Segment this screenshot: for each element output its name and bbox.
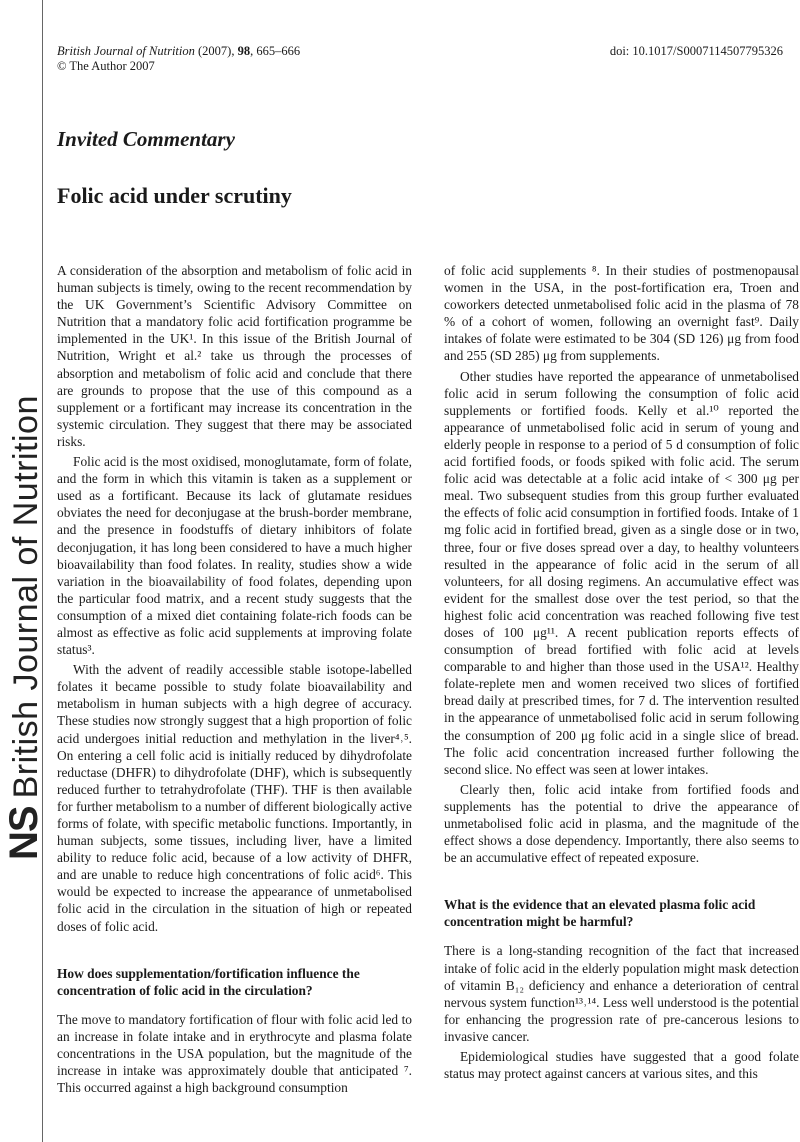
paragraph: Epidemiological studies have suggested that a good folate status may protect against cancers at various sites, and this <box>444 1049 799 1082</box>
ns-logo: NS <box>2 806 46 860</box>
paragraph: Other studies have reported the appearance of unmetabolised folic acid in serum following the consumption of folic acid supplements or fortified foods. Kelly et al.¹⁰ reported the appearance of unmetabolised folic acid in serum of young and elderly people in response to a period of 5 d consumption of folic acid fortified foods, or foods spiked with folic acid. The serum folic acid was detectable at a folic acid intake of < 300 μg per meal. Two subsequent studies from this group further evaluated the effects of folic acid consumption in fortified foods. Intake of 1 mg folic acid in fortified bread, given as a single dose or in two, three, four or five doses spread over a day, to healthy volunteers resulted in the appearance of folic acid in the serum of all volunteers, for all dosing regimens. An accumulative effect was evident for the smallest dose over the test period, so that the highest folic acid concentration was reached following five test doses of 100 μg¹¹. A recent publication reports effects of consumption of bread fortified with folic acid at levels comparable to and higher than those used in the USA¹². Healthy folate-replete men and women received two slices of fortified bread daily at prescribed times, for 7 d. The intervention resulted in the appearance of unmetabolised folic acid in serum following the consumption of 200 μg folic acid in a single slice of bread. The folic acid concentration increased further following the second slice. No effect was seen at lower intakes. <box>444 368 799 777</box>
copyright-line: © The Author 2007 <box>57 59 155 73</box>
paragraph: A consideration of the absorption and metabolism of folic acid in human subjects is timely, owing to the recent recommendation by the UK Government’s Scientific Advisory Committee on Nutrition that a mandatory folic acid fortification programme be implemented in the UK¹. In this issue of the British Journal of Nutrition, Wright et al.² take us through the processes of absorption and metabolism of folic acid and conclude that there are grounds to propose that the use of this compound as a supplement or a fortificant may increase its concentration in the systemic circulation. They suggest that there may be associated risks. <box>57 263 412 449</box>
side-journal-name: British Journal of Nutrition <box>7 395 45 799</box>
paragraph: of folic acid supplements ⁸. In their studies of postmenopausal women in the USA, in the post-fortification era, Troen and coworkers detected unmetabolised folic acid in the plasma of 78 % of a cohort of women, following an overnight fast⁹. Daily intakes of folate were estimated to be 304 (SD 126) μg from food and 255 (SD 285) μg from supplements. <box>444 263 799 364</box>
section-heading: What is the evidence that an elevated plasma folic acid concentration might be harmful? <box>444 897 756 930</box>
volume-number: 98 <box>237 44 251 58</box>
section-heading: How does supplementation/fortification influence the concentration of folic acid in the circulation? <box>57 965 360 998</box>
doi[interactable]: doi: 10.1017/S0007114507795326 <box>609 44 783 58</box>
paragraph: With the advent of readily accessible stable isotope-labelled folates it became possible to study folate bioavailability and metabolism in human subjects with a high degree of accuracy. These studies now strongly suggest that a high proportion of folic acid undergoes initial reduction and methylation in the liver⁴˒⁵. On entering a cell folic acid is initially reduced by dihydrofolate reductase (DHFR) to dihydrofolate (DHF), which is subsequently reduced further to tetrahydrofolate (THF). THF is then available for further metabolism to a number of different biologically active forms of folate, with specific metabolic functions. Importantly, in human subjects, some tissues, including liver, have a limited ability to reduce folic acid, because of a low activity of DHFR, and are unable to reduce high concentrations of folic acid⁶. This would be expected to increase the appearance of unmetabolised folic acid in the circulation in the situation of high or repeated doses of folic acid. <box>57 662 412 934</box>
paragraph: Clearly then, folic acid intake from fortified foods and supplements has the potential to drive the appearance of unmetabolised folic acid in plasma, and the magnitude of the effect shows a dose dependency. Importantly, there also seems to be an accumulative effect of repeated exposure. <box>444 781 799 866</box>
paragraph: The move to mandatory fortification of flour with folic acid led to an increase in folate intake and in erythrocyte and plasma folate concentrations in the USA population, but the magnitude of the increase in intake was approximately double that anticipated ⁷. This occurred against a high background consumption <box>57 1011 412 1096</box>
paragraph: There is a long-standing recognition of the fact that increased intake of folic acid in the elderly population might mask detection of vitamin B₁₂ deficiency and enhance a deterioration of central nervous system function¹³˒¹⁴. Less well understood is the potential for enhancing the progression rate of pre-cancerous lesions to invasive cancer. <box>444 943 799 1044</box>
journal-citation <box>57 44 300 74</box>
page-range: , 665–666 <box>250 44 301 58</box>
section-label: Invited Commentary <box>57 127 235 151</box>
left-column <box>57 262 412 1096</box>
paragraph: Folic acid is the most oxidised, monoglutamate, form of folate, and the form in which this vitamin is taken as a supplement or used as a fortificant. Because its lack of glutamate residues obviates the need for deconjugase at the brush-border membrane, and the presence in foodstuffs of dietary inhibitors of folate deconjugation, it has long been considered to have a much higher bioavailability than food folates. In reality, studies show a wide variation in the bioavailability of food folates, depending upon the particular food matrix, and a recent study suggests that the consumption of a mixed diet containing folate-rich foods can be almost as effective as folic acid supplements at improving folate status³. <box>57 454 412 658</box>
right-column <box>444 262 799 1082</box>
article-title: Folic acid under scrutiny <box>57 183 292 208</box>
journal-name: British Journal of Nutrition <box>57 44 195 58</box>
citation-year: (2007), <box>194 44 238 58</box>
side-journal-label <box>2 395 47 860</box>
